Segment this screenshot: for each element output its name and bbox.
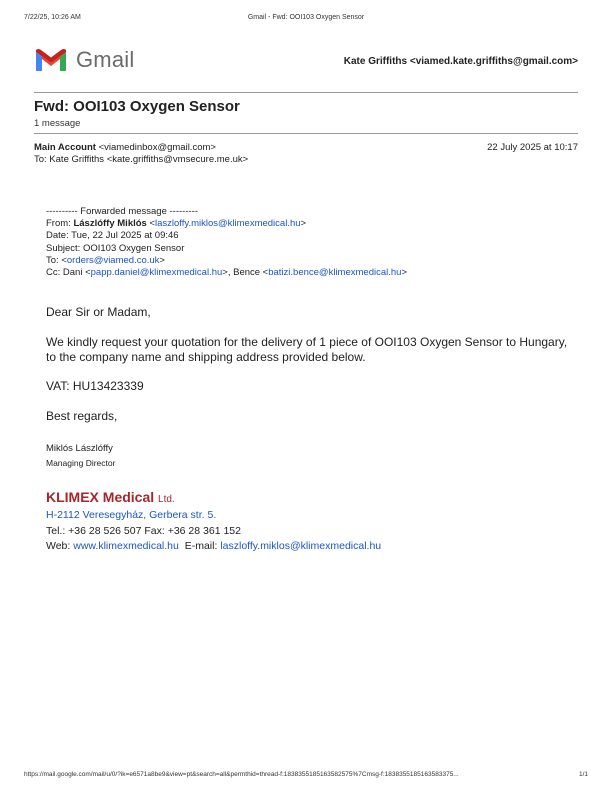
forwarded-from-name: Lászlóffy Miklós	[73, 218, 147, 230]
header-divider	[34, 92, 578, 93]
forwarded-to: To: <orders@viamed.co.uk>	[46, 254, 165, 266]
gmail-wordmark: Gmail	[76, 47, 135, 72]
company-name: KLIMEX Medical Ltd.	[46, 489, 175, 505]
forwarded-header-block	[46, 206, 407, 279]
forwarded-date: Date: Tue, 22 Jul 2025 at 09:46	[46, 230, 179, 242]
body-paragraph: We kindly request your quotation for the delivery of 1 piece of OOI103 Oxygen Sensor to Hungary, to the company name and shipping address provided below.	[46, 335, 568, 364]
sender-name: Main Account	[34, 142, 96, 153]
forwarded-subject: Subject: OOI103 Oxygen Sensor	[46, 242, 185, 254]
company-address: H-2112 Veresegyház, Gerbera str. 5.	[46, 509, 217, 521]
signature-role: Managing Director	[46, 458, 116, 468]
company-email-link[interactable]: laszloffy.miklos@klimexmedical.hu	[220, 540, 382, 552]
forwarded-to-email-link[interactable]: orders@viamed.co.uk	[66, 254, 160, 266]
forwarded-separator: ---------- Forwarded message ---------	[46, 206, 198, 217]
print-page-number: 1/1	[578, 771, 588, 778]
signature-name: Miklós Lászlóffy	[46, 443, 113, 454]
cc-email-link-2[interactable]: batizi.bence@klimexmedical.hu	[268, 267, 402, 279]
closing: Best regards,	[46, 409, 118, 423]
account-label: Kate Griffiths <viamed.kate.griffiths@gmail.com>	[343, 56, 578, 67]
greeting: Dear Sir or Madam,	[46, 305, 151, 319]
gmail-logo[interactable]	[34, 44, 144, 76]
vat-line: VAT: HU13423339	[46, 379, 144, 393]
sender-email: <viamedinbox@gmail.com>	[98, 142, 216, 153]
cc-email-link-1[interactable]: papp.daniel@klimexmedical.hu	[90, 267, 223, 279]
message-date: 22 July 2025 at 10:17	[487, 142, 578, 153]
sender-line	[34, 142, 216, 153]
forwarded-from-email-link[interactable]: laszloffy.miklos@klimexmedical.hu	[155, 218, 301, 230]
forwarded-cc: Cc: Dani <papp.daniel@klimexmedical.hu>, Bence <batizi.bence@klimexmedical.hu>	[46, 267, 408, 279]
thread-subject: Fwd: OOI103 Oxygen Sensor	[34, 98, 240, 115]
message-count: 1 message	[34, 118, 81, 129]
print-title: Gmail - Fwd: OOI103 Oxygen Sensor	[247, 14, 365, 21]
forwarded-from: From: Lászlóffy Miklós <laszloffy.miklos@klimexmedical.hu>	[46, 218, 307, 230]
print-footer-url: https://mail.google.com/mail/u/0/?ik=e6571a8be9&view=pt&search=all&permthid=thread-f:1838355185163582575%7Cmsg-f:183835518516358337​5...	[24, 771, 459, 778]
subject-divider	[34, 133, 578, 134]
company-phone: Tel.: +36 28 526 507 Fax: +36 28 361 152	[46, 525, 241, 537]
company-website-link[interactable]: www.klimexmedical.hu	[73, 540, 179, 552]
recipient-line: To: Kate Griffiths <kate.griffiths@vmsecure.me.uk>	[34, 154, 249, 165]
company-web-line: Web: www.klimexmedical.hu E-mail: laszloffy.miklos@klimexmedical.hu	[46, 540, 382, 552]
print-datetime: 7/22/25, 10:26 AM	[24, 14, 81, 21]
gmail-m-icon	[34, 47, 68, 73]
